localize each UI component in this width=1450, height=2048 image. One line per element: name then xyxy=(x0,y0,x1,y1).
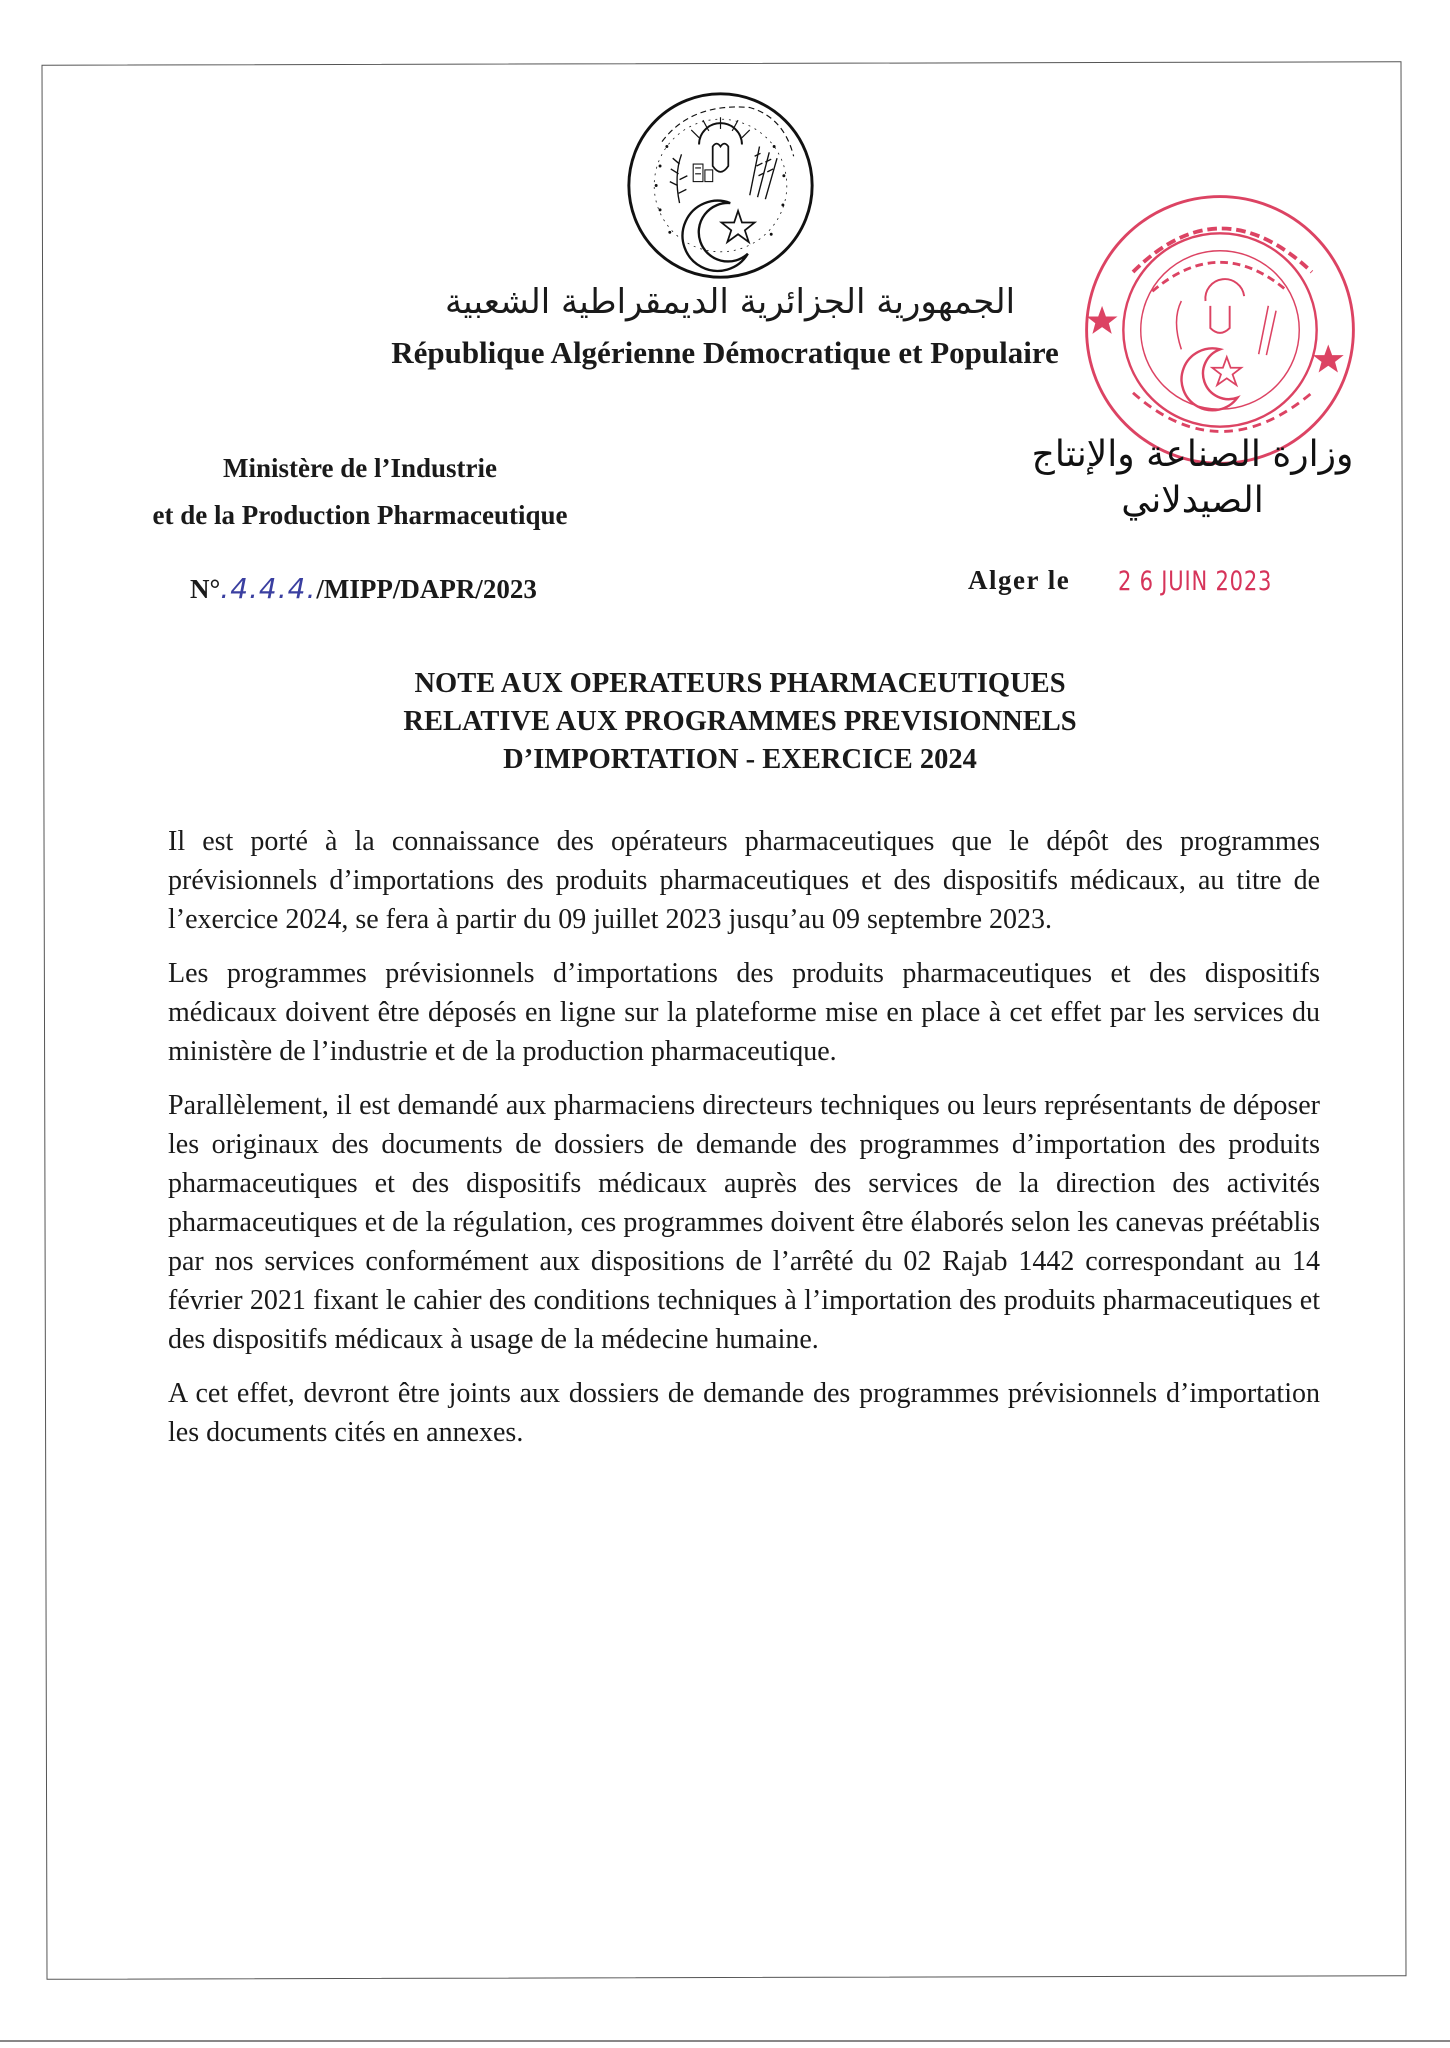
reference-prefix: N° xyxy=(190,574,221,604)
algeria-state-emblem-icon xyxy=(623,88,818,283)
reference-number xyxy=(190,572,537,605)
scan-bottom-edge xyxy=(0,2040,1450,2042)
ministry-arabic-line2: الصيدلاني xyxy=(1121,480,1264,521)
reference-handwritten-number: .4.4.4. xyxy=(220,572,317,605)
ministry-french-line2: et de la Production Pharmaceutique xyxy=(152,500,568,530)
city-date-label: Alger le xyxy=(968,565,1071,595)
ministry-name-french xyxy=(100,445,620,539)
ministry-arabic-line1: وزارة الصناعة والإنتاج xyxy=(1031,434,1354,475)
title-line-1: NOTE AUX OPERATEURS PHARMACEUTIQUES xyxy=(414,668,1066,699)
title-line-3: D’IMPORTATION - EXERCICE 2024 xyxy=(503,744,977,775)
body-paragraph: Il est porté à la connaissance des opérateurs pharmaceutiques que le dépôt des programmes prévisionnels d’importations des produits pharmaceutiques et des dispositifs médicaux, au titre de l’exercice 2024, se fera à partir du 09 juillet 2023 jusqu’au 09 septembre 2023. xyxy=(168,826,1320,935)
date-stamp: 2 6 JUIN 2023 xyxy=(1118,566,1273,597)
ministry-french-line1: Ministère de l’Industrie xyxy=(223,453,497,483)
body-paragraph: Les programmes prévisionnels d’importations des produits pharmaceutiques et des dispositifs médicaux doivent être déposés en ligne sur la plateforme mise en place à cet effet par les services du ministère de l’industrie et de la production pharmaceutique. xyxy=(168,958,1320,1067)
french-republic-header: République Algérienne Démocratique et Populaire xyxy=(391,335,1059,370)
arabic-republic-header: الجمهورية الجزائرية الديمقراطية الشعبية xyxy=(444,282,1016,322)
reference-suffix: /MIPP/DAPR/2023 xyxy=(316,574,537,604)
document-body xyxy=(168,822,1320,1467)
body-paragraph: A cet effet, devront être joints aux dossiers de demande des programmes prévisionnels d’importation les documents cités en annexes. xyxy=(168,1378,1320,1448)
ministry-name-arabic xyxy=(1010,432,1375,524)
document-title xyxy=(240,665,1240,779)
title-line-2: RELATIVE AUX PROGRAMMES PREVISIONNELS xyxy=(403,706,1077,737)
body-paragraph: Parallèlement, il est demandé aux pharmaciens directeurs techniques ou leurs représentants de déposer les originaux des documents de dossiers de demande des programmes d’importation des produits pharmaceutiques et des dispositifs médicaux auprès des services de la direction des activités pharmaceutiques et de la régulation, ces programmes doivent être élaborés selon les canevas préétablis par nos services conformément aux dispositions de l’arrêté du 02 Rajab 1442 correspondant au 14 février 2021 fixant le cahier des conditions techniques à l’importation des produits pharmaceutiques et des dispositifs médicaux à usage de la médecine humaine. xyxy=(168,1090,1320,1355)
